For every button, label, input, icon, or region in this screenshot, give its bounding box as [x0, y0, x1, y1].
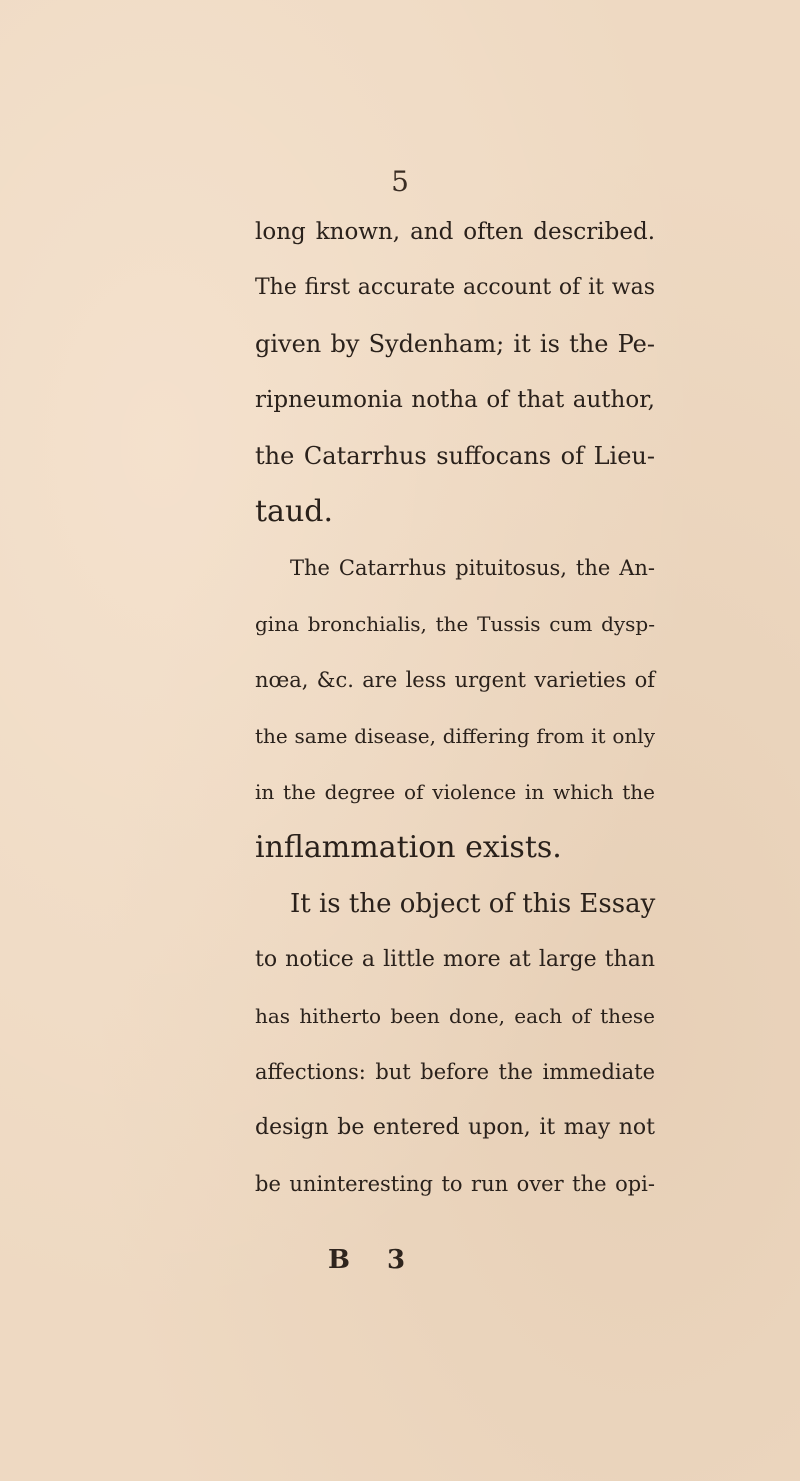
text-line-1: long known, and often described. — [255, 219, 655, 245]
text-line-10: the same disease, differing from it only — [255, 724, 655, 748]
text-line-4: ripneumonia notha of that author, — [255, 387, 655, 413]
text-line-5: the Catarrhus suffocans of Lieu- — [255, 442, 655, 470]
text-line-16: affections: but before the immediate — [255, 1060, 655, 1084]
text-line-12: inflammation exists. — [255, 830, 562, 865]
page-number: 5 — [391, 165, 409, 198]
text-line-7: The Catarrhus pituitosus, the An- — [290, 556, 655, 580]
text-line-15: has hitherto been done, each of these — [255, 1004, 655, 1028]
text-line-6: taud. — [255, 494, 334, 529]
signature-mark: B 3 — [328, 1245, 420, 1275]
text-line-18: be uninteresting to run over the opi- — [255, 1172, 655, 1196]
text-line-11: in the degree of violence in which the — [255, 780, 655, 804]
text-line-14: to notice a little more at large than — [255, 947, 655, 972]
text-line-9: nœa, &c. are less urgent varieties of — [255, 668, 655, 692]
text-line-8: gina bronchialis, the Tussis cum dysp- — [255, 612, 655, 636]
text-line-13: It is the object of this Essay — [290, 889, 656, 919]
text-line-2: The first accurate account of it was — [255, 275, 655, 300]
text-line-17: design be entered upon, it may not — [255, 1115, 655, 1140]
text-line-3: given by Sydenham; it is the Pe- — [255, 330, 655, 358]
